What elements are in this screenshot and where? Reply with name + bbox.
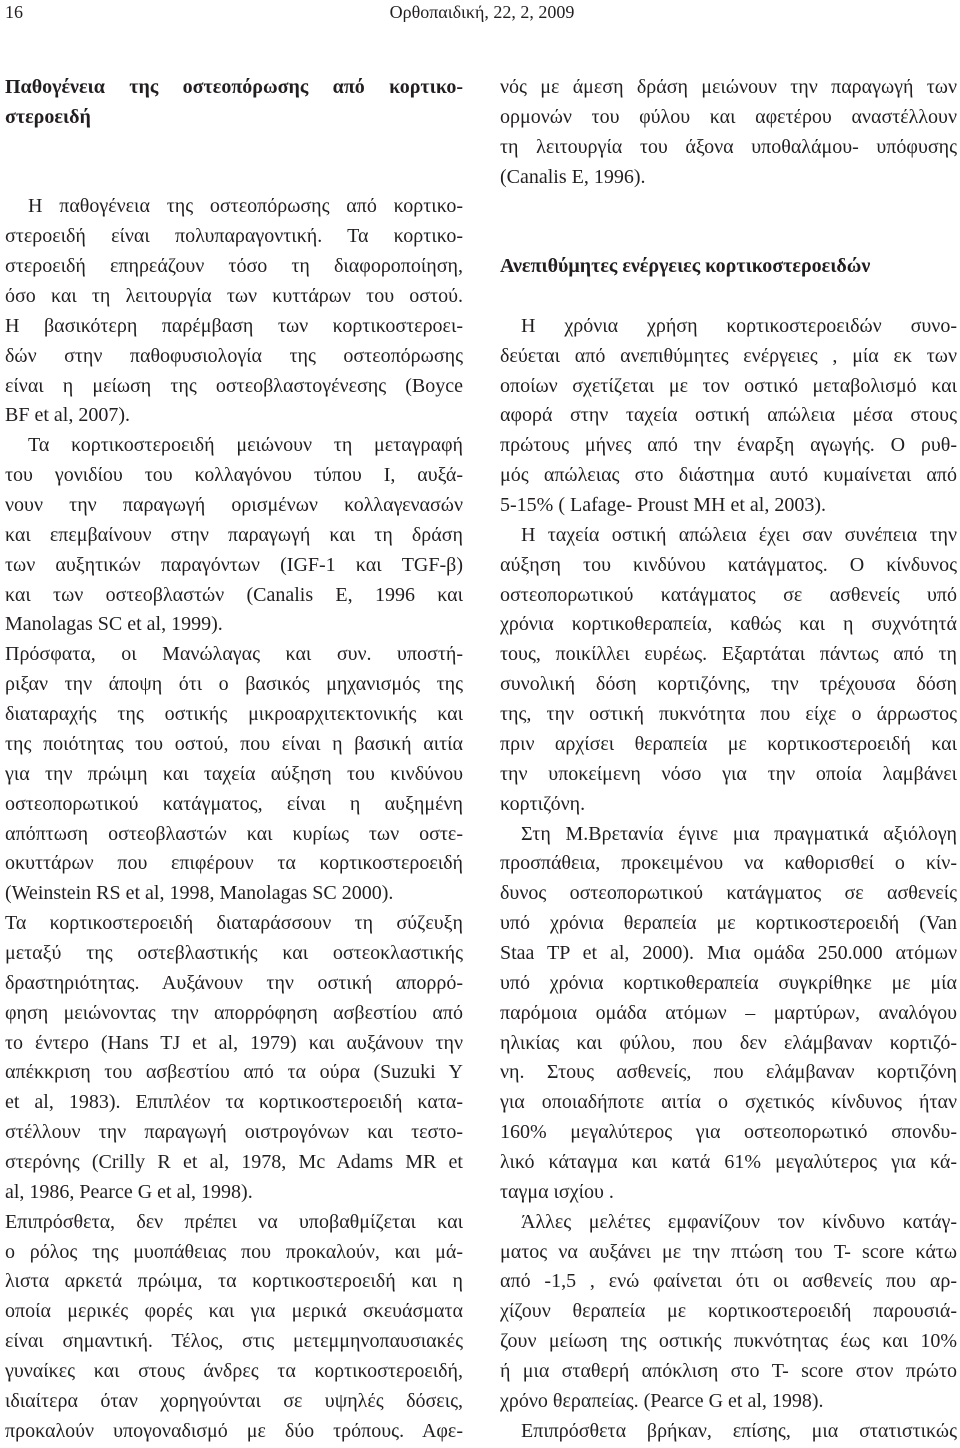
text-line: είναι σημαντική. Τέλος, στις μετεμμηνοπαυσιακές <box>5 1330 463 1353</box>
text-line: οστεοπορωτικού κατάγματος, είναι η αυξημένη <box>5 792 463 815</box>
text-line: γυναίκες και στους άνδρες τα κορτικοστεροειδή, <box>5 1359 463 1382</box>
text-line: νός με άμεση δράση μειώνουν την παραγωγή των <box>500 76 957 98</box>
paragraph <box>5 431 463 640</box>
paragraph-continuation <box>500 73 957 192</box>
text-line: et al, 1983). Επιπλέον τα κορτικοστεροειδή κατα- <box>5 1091 463 1114</box>
text-line: ο ρόλος της μυοπάθειας που προκαλούν, και μά- <box>5 1240 463 1263</box>
text-line: Η παθογένεια της οστεοπόρωσης από κορτικο- <box>28 195 463 218</box>
text-line: του γονιδίου του κολλαγόνου τύπου I, αυξά- <box>5 464 463 487</box>
text-line: στερόνης (Crilly R et al, 1978, Mc Adams MR et <box>5 1150 463 1173</box>
text-line: 160% μεγαλύτερος για οστεοπορωτικό σπονδυ- <box>500 1121 957 1144</box>
text-line: προκαλούν υπογοναδισμό με δύο τρόπους. Αφε- <box>5 1419 463 1442</box>
running-head <box>0 0 960 24</box>
text-line: Άλλες μελέτες εμφανίζουν τον κίνδυνο κατάγ- <box>521 1210 957 1233</box>
text-line: δραστηριότητας. Αυξάνουν την οστική απορρό- <box>5 971 463 994</box>
text-line: Τα κορτικοστεροειδή μειώνουν τη μεταγραφή <box>28 434 463 457</box>
text-line: Πρόσφατα, οι Μανώλαγας και συν. υποστή- <box>5 643 463 666</box>
text-line: δυνος οστεοπορωτικού κατάγματος σε ασθενείς <box>500 882 957 905</box>
text-line: των αυξητικών παραγόντων (IGF-1 και TGF-β) <box>5 553 463 576</box>
text-line: ιδιαίτερα όταν χορηγούνται σε υψηλές δόσεις, <box>5 1389 463 1412</box>
text-line: Η ταχεία οστική απώλεια έχει σαν συνέπεια την <box>521 523 957 546</box>
paragraph <box>500 1208 957 1417</box>
text-line: χρόνια κορτικοθεραπεία, καθώς και η συχνότητά <box>500 613 957 636</box>
left-column <box>5 73 463 1447</box>
text-line: ορμονών του φύλου και αφετέρου αναστέλλουν <box>500 105 957 128</box>
text-line: χρόνο θεραπείας. (Pearce G et al, 1998). <box>500 1389 824 1412</box>
text-line: στέλλουν την παραγωγή οιστρογόνων και τεστο- <box>5 1121 463 1144</box>
journal-citation: Ορθοπαιδική, 22, 2, 2009 <box>389 2 575 22</box>
text-line: χίζουν θεραπεία με κορτικοστεροειδή παρουσιά- <box>500 1300 957 1323</box>
paragraph <box>500 1417 957 1447</box>
text-line: την υποκείμενη νόσο για την οποία λαμβάνει <box>500 762 957 785</box>
text-line: Επιπρόσθετα βρήκαν, επίσης, μια στατιστικώς <box>521 1419 957 1442</box>
text-line: της, την οστική πυκνότητα που είχε ο άρρωστος <box>500 703 957 726</box>
text-line: υπό χρόνια κορτικοθεραπεία συγκρίθηκε με μία <box>500 971 957 994</box>
text-line: ή μια σταθερή απόκλιση στο T- score στον πρώτο <box>500 1359 957 1382</box>
text-line: μός απώλειας στο διάστημα αυτό κυμαίνεται από <box>500 464 957 487</box>
text-line: και των οστεοβλαστών (Canalis E, 1996 και <box>5 583 463 606</box>
text-line: διαταραχής της οστικής μικροαρχιτεκτονικής και <box>5 703 463 726</box>
paragraph <box>500 521 957 820</box>
text-line: Η βασικότερη παρέμβαση των κορτικοστεροει- <box>5 314 463 337</box>
text-line: συνολική δόση κορτιζόνης, την τρέχουσα δόση <box>500 673 957 696</box>
text-line: και επεμβαίνουν στην παραγωγή και τη δράση <box>5 523 463 546</box>
right-column <box>500 73 957 1447</box>
text-line: λιστα αρκετά πρώιμα, τα κορτικοστεροειδή και η <box>5 1270 463 1293</box>
text-line: BF et al, 2007). <box>5 404 130 427</box>
paragraph <box>5 909 463 1208</box>
text-line: ηλικίας και φύλου, που δεν ελάμβαναν κορτιζό- <box>500 1031 957 1054</box>
text-line: ταγμα ισχίου . <box>500 1180 614 1203</box>
heading-line: Ανεπιθύμητες ενέργειες κορτικοστεροειδών <box>500 255 871 278</box>
text-line: για οποιαδήποτε αιτία ο σχετικός κίνδυνος ήταν <box>500 1091 957 1114</box>
paragraph <box>5 1208 463 1447</box>
text-line: οστεοπορωτικού κατάγματος σε ασθενείς υπό <box>500 583 957 606</box>
text-line: πρώτους μήνες από την έναρξη αγωγής. Ο ρυθ- <box>500 434 957 457</box>
text-line: από -1,5 , ενώ φαίνεται ότι οι ασθενείς που αρ- <box>500 1270 957 1293</box>
text-line: δών στην παθοφυσιολογία της οστεοπόρωσης <box>5 344 463 367</box>
paragraph <box>5 640 463 909</box>
text-line: απόπτωση οστεοβλαστών και κυρίως των οστε- <box>5 822 463 845</box>
text-line: Manolagas SC et al, 1999). <box>5 613 223 636</box>
text-line: αφορά στην ταχεία οστική απώλεια μέσα στους <box>500 404 957 427</box>
text-line: νουν την παραγωγή ορισμένων κολλαγενασών <box>5 494 463 517</box>
text-line: ματος να αυξάνει με την πτώση του T- score κάτω <box>500 1240 957 1263</box>
text-line: νη. Στους ασθενείς, που ελάμβαναν κορτιζόνη <box>500 1061 957 1084</box>
text-line: τη λειτουργία του άξονα υποθαλάμου- υπόφυσης <box>500 135 957 158</box>
text-line: προσπάθεια, προκειμένου να καθορισθεί ο κίν- <box>500 852 957 875</box>
text-line: φηση μειώνοντας την απορρόφηση ασβεστίου από <box>5 1001 463 1024</box>
paragraph <box>5 192 463 311</box>
text-line: Στη Μ.Βρετανία έγινε μια πραγματικά αξιόλογη <box>521 822 957 845</box>
text-line: λικό κάταγμα και κατά 61% μεγαλύτερος για κά- <box>500 1150 957 1173</box>
text-line: της ποιότητας του οστού, που είναι η βασική αιτία <box>5 732 463 755</box>
text-line: δεύεται από ανεπιθύμητες ενέργειες , μία εκ των <box>500 344 957 367</box>
text-line: ριξαν την άποψη ότι ο βασικός μηχανισμός της <box>5 673 463 696</box>
text-line: μεταξύ της οστεβλαστικής και οστεοκλαστικής <box>5 941 463 964</box>
text-line: για την πρώιμη και ταχεία αύξηση του κινδύνου <box>5 762 463 785</box>
text-line: κορτιζόνη. <box>500 792 586 815</box>
text-line: στεροειδή επηρεάζουν τόσο τη διαφοροποίηση, <box>5 255 463 278</box>
text-line: οποία μερικές φορές και για μερικά σκευάσματα <box>5 1300 463 1323</box>
heading-line: στεροειδή <box>5 105 91 128</box>
text-line: (Weinstein RS et al, 1998, Manolagas SC 2000). <box>5 882 394 905</box>
text-line: παρόμοια ομάδα ατόμων – μαρτύρων, αναλόγου <box>500 1001 957 1024</box>
paragraph <box>500 820 957 1208</box>
text-line: Επιπρόσθετα, δεν πρέπει να υποβαθμίζεται και <box>5 1210 463 1233</box>
text-line: πριν αρχίσει θεραπεία με κορτικοστεροειδή και <box>500 732 957 755</box>
text-line: τους, ποικίλλει ευρέως. Εξαρτάται πάντως από τη <box>500 643 957 666</box>
text-line: στεροειδή είναι πολυπαραγοντική. Τα κορτικο- <box>5 225 463 248</box>
text-line: οκυττάρων που επιφέρουν τα κορτικοστεροειδή <box>5 852 463 875</box>
page-number: 16 <box>5 2 23 22</box>
paragraph <box>5 312 463 431</box>
text-line: Τα κορτικοστεροειδή διαταράσσουν τη σύζευξη <box>5 912 463 935</box>
paragraph <box>500 312 957 521</box>
text-line: το έντερο (Hans TJ et al, 1979) και αυξάνουν την <box>5 1031 463 1054</box>
heading-line: Παθογένεια της οστεοπόρωσης από κορτικο- <box>5 76 463 98</box>
text-line: (Canalis E, 1996). <box>500 165 646 188</box>
text-line: 5-15% ( Lafage- Proust MH et al, 2003). <box>500 494 827 517</box>
text-line: οποίων σχετίζεται με τον οστικό μεταβολισμό και <box>500 374 957 397</box>
section-heading-adverse-effects <box>500 252 957 282</box>
text-line: όσο και τη λειτουργία των κυττάρων του οστού. <box>5 285 463 308</box>
section-heading-pathogenesis <box>5 73 463 133</box>
text-line: αύξηση του κινδύνου κατάγματος. Ο κίνδυνος <box>500 553 957 576</box>
text-line: Staa TP et al, 2000). Μια ομάδα 250.000 ατόμων <box>500 941 957 964</box>
text-line: al, 1986, Pearce G et al, 1998). <box>5 1180 253 1203</box>
text-line: ζουν μείωση της οστικής πυκνότητας έως και 10% <box>500 1330 957 1353</box>
text-line: είναι η μείωση της οστεοβλαστογένεσης (Boyce <box>5 374 463 397</box>
text-line: Η χρόνια χρήση κορτικοστεροειδών συνο- <box>521 314 957 337</box>
text-line: υπό χρόνια θεραπεία με κορτικοστεροειδή (Van <box>500 912 957 935</box>
text-line: απέκκριση του ασβεστίου από τα ούρα (Suzuki Y <box>5 1061 463 1084</box>
